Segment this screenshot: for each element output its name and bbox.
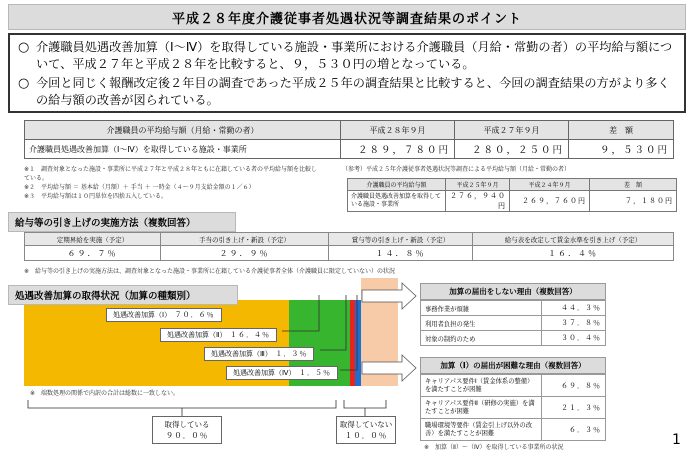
acquisition-note: ※ 端数処理の関係で内訳の合計は総数に一致しない。	[30, 390, 180, 397]
legend-addition-3	[204, 347, 314, 361]
summary-point-1	[18, 39, 676, 73]
legend-2-value: １６．４％	[229, 331, 270, 339]
no-request-label-1: 事務作業が煩雑	[421, 301, 542, 316]
raise-methods-table	[24, 232, 674, 261]
page-title: 平成２８年度介護従事者処遇状況等調査結果のポイント	[8, 4, 686, 30]
raise-value-1: ６９．７％	[25, 246, 161, 261]
salary-header-label: 介護職員の平均給与額（月給・常勤の者）	[25, 121, 341, 140]
difficult-label-3: 職場環境等要件（賃金引上げ以外の改善）を満たすことが困難	[421, 419, 542, 441]
ref-header-2012: 平成２４年９月	[510, 179, 590, 191]
difficult-label-2: キャリアパス要件Ⅱ（研修の実施）を満たすことが困難	[421, 397, 542, 419]
ref-header-label: 介護職員の平均給与額	[348, 179, 446, 191]
legend-1-name: 処遇改善加算（Ⅰ）	[113, 311, 168, 319]
salary-diff-value: ９，５３０円	[569, 140, 674, 159]
no-request-title: 加算の届出をしない理由（複数回答）	[420, 283, 606, 300]
legend-addition-4	[226, 366, 338, 380]
difficult-table	[420, 374, 606, 441]
ref-2013-value: ２７６，９４０円	[446, 191, 510, 212]
note-3: ※３ 平均給与額は１０円単位を四捨五入している。	[24, 193, 168, 200]
summary-point-2	[18, 75, 676, 109]
legend-3-value: １．３％	[275, 350, 308, 358]
no-request-table	[420, 300, 606, 346]
acquisition-label: 処遇改善加算の取得状況（加算の種類別）	[8, 285, 238, 305]
table-row	[421, 375, 606, 397]
summary-box	[8, 33, 686, 113]
not-acquired-box	[336, 416, 396, 444]
salary-row-label: 介護職員処遇改善加算（Ⅰ～Ⅳ）を取得している施設・事業所	[25, 140, 341, 159]
acquired-value: ９０．０％	[165, 431, 209, 440]
salary-notes	[24, 165, 320, 201]
table-row	[421, 331, 606, 346]
difficult-label-1: キャリアパス要件Ⅰ（賃金体系の整備）を満たすことが困難	[421, 375, 542, 397]
reference-table	[347, 178, 677, 212]
table-row	[421, 301, 606, 316]
salary-header-2015: 平成２７年９月	[455, 121, 569, 140]
ref-row-label: 介護職員処遇改善加算を取得している施設・事業所	[348, 191, 446, 212]
difficult-title: 加算（Ⅰ）の届出が困難な理由（複数回答）	[420, 357, 606, 374]
legend-1-value: ７０．６％	[174, 311, 215, 319]
raise-value-2: ２９．９％	[161, 246, 329, 261]
table-row	[421, 419, 606, 441]
bar-segment-5	[361, 278, 398, 386]
difficult-value-2: ２１．３％	[542, 397, 606, 419]
no-request-label-3: 対象の制約のため	[421, 331, 542, 346]
raise-value-3: １４．８％	[329, 246, 473, 261]
ref-header-diff: 差 額	[590, 179, 677, 191]
difficult-value-1: ６９．８％	[542, 375, 606, 397]
table-row	[421, 397, 606, 419]
salary-header-diff: 差 額	[569, 121, 674, 140]
no-request-value-3: ３０．４％	[542, 331, 606, 346]
raise-value-4: １６．４％	[473, 246, 674, 261]
no-request-value-2: ３７．８％	[542, 316, 606, 331]
legend-3-name: 処遇改善加算（Ⅲ）	[211, 350, 269, 358]
reference-caption: （参考）平成２５年介護従事者処遇状況等調査による平均給与額（月給・常勤の者）	[342, 166, 571, 173]
ref-header-2013: 平成２５年９月	[446, 179, 510, 191]
legend-4-value: １．５％	[298, 369, 331, 377]
legend-4-name: 処遇改善加算（Ⅳ）	[233, 369, 292, 377]
bullet-circle-icon: ○	[18, 76, 30, 91]
raise-header-1: 定期昇給を実施（予定）	[25, 233, 161, 246]
raise-methods-label: 給与等の引き上げの実施方法（複数回答）	[8, 212, 236, 232]
bullet-circle-icon: ○	[18, 40, 30, 55]
salary-header-2016: 平成２８年９月	[341, 121, 455, 140]
no-request-value-1: ４４．３％	[542, 301, 606, 316]
difficult-note: ※ 加算（Ⅱ）～（Ⅳ）を取得している事業所の状況	[424, 444, 564, 451]
legend-addition-2	[160, 328, 277, 342]
legend-2-name: 処遇改善加算（Ⅱ）	[167, 331, 223, 339]
ref-diff-value: ７，１８０円	[590, 191, 677, 212]
table-row	[421, 316, 606, 331]
raise-header-4: 給与表を改定して賃金水準を引き上げ（予定）	[473, 233, 674, 246]
note-2: ※２ 平均給与額 ＝ 基本給（月額）＋ 手当 ＋ 一時金（４～９月支給金額の１／６）	[24, 184, 255, 191]
no-request-label-2: 利用者負担の発生	[421, 316, 542, 331]
raise-methods-note: ※ 給与等の引き上げの実施方法は、調査対象となった施設・事業所に在籍している介護従事者全体（介護職員に限定していない）の状況	[24, 268, 396, 275]
legend-addition-1	[106, 308, 222, 322]
difficult-value-3: ６．３％	[542, 419, 606, 441]
summary-text-2: 今回と同じく報酬改定後２年目の調査であった平成２５年の調査結果と比較すると、今回の調査結果の方がより多くの給与額の改善が図られている。	[36, 76, 670, 107]
not-acquired-value: １０．０％	[344, 431, 388, 440]
salary-2015-value: ２８０，２５０円	[455, 140, 569, 159]
salary-table	[24, 120, 674, 159]
difficult-panel	[420, 357, 606, 441]
note-1: ※１ 調査対象となった施設・事業所に平成２７年と平成２８年ともに在籍している者の平均給与額を比較している。	[24, 166, 318, 182]
page-number: 1	[672, 432, 681, 448]
acquired-box	[152, 416, 222, 444]
no-request-panel	[420, 283, 606, 346]
salary-2016-value: ２８９，７８０円	[341, 140, 455, 159]
raise-header-3: 賞与等の引き上げ・新設（予定）	[329, 233, 473, 246]
summary-text-1: 介護職員処遇改善加算（Ⅰ～Ⅳ）を取得している施設・事業所における介護職員（月給・常勤の者）の平均給与額について、平成２７年と平成２８年を比較すると、９，５３０円の増となっている。	[36, 40, 673, 71]
not-acquired-label: 取得していない	[339, 420, 393, 429]
acquired-label: 取得している	[164, 420, 210, 429]
raise-header-2: 手当の引き上げ・新設（予定）	[161, 233, 329, 246]
ref-2012-value: ２６９，７６０円	[510, 191, 590, 212]
